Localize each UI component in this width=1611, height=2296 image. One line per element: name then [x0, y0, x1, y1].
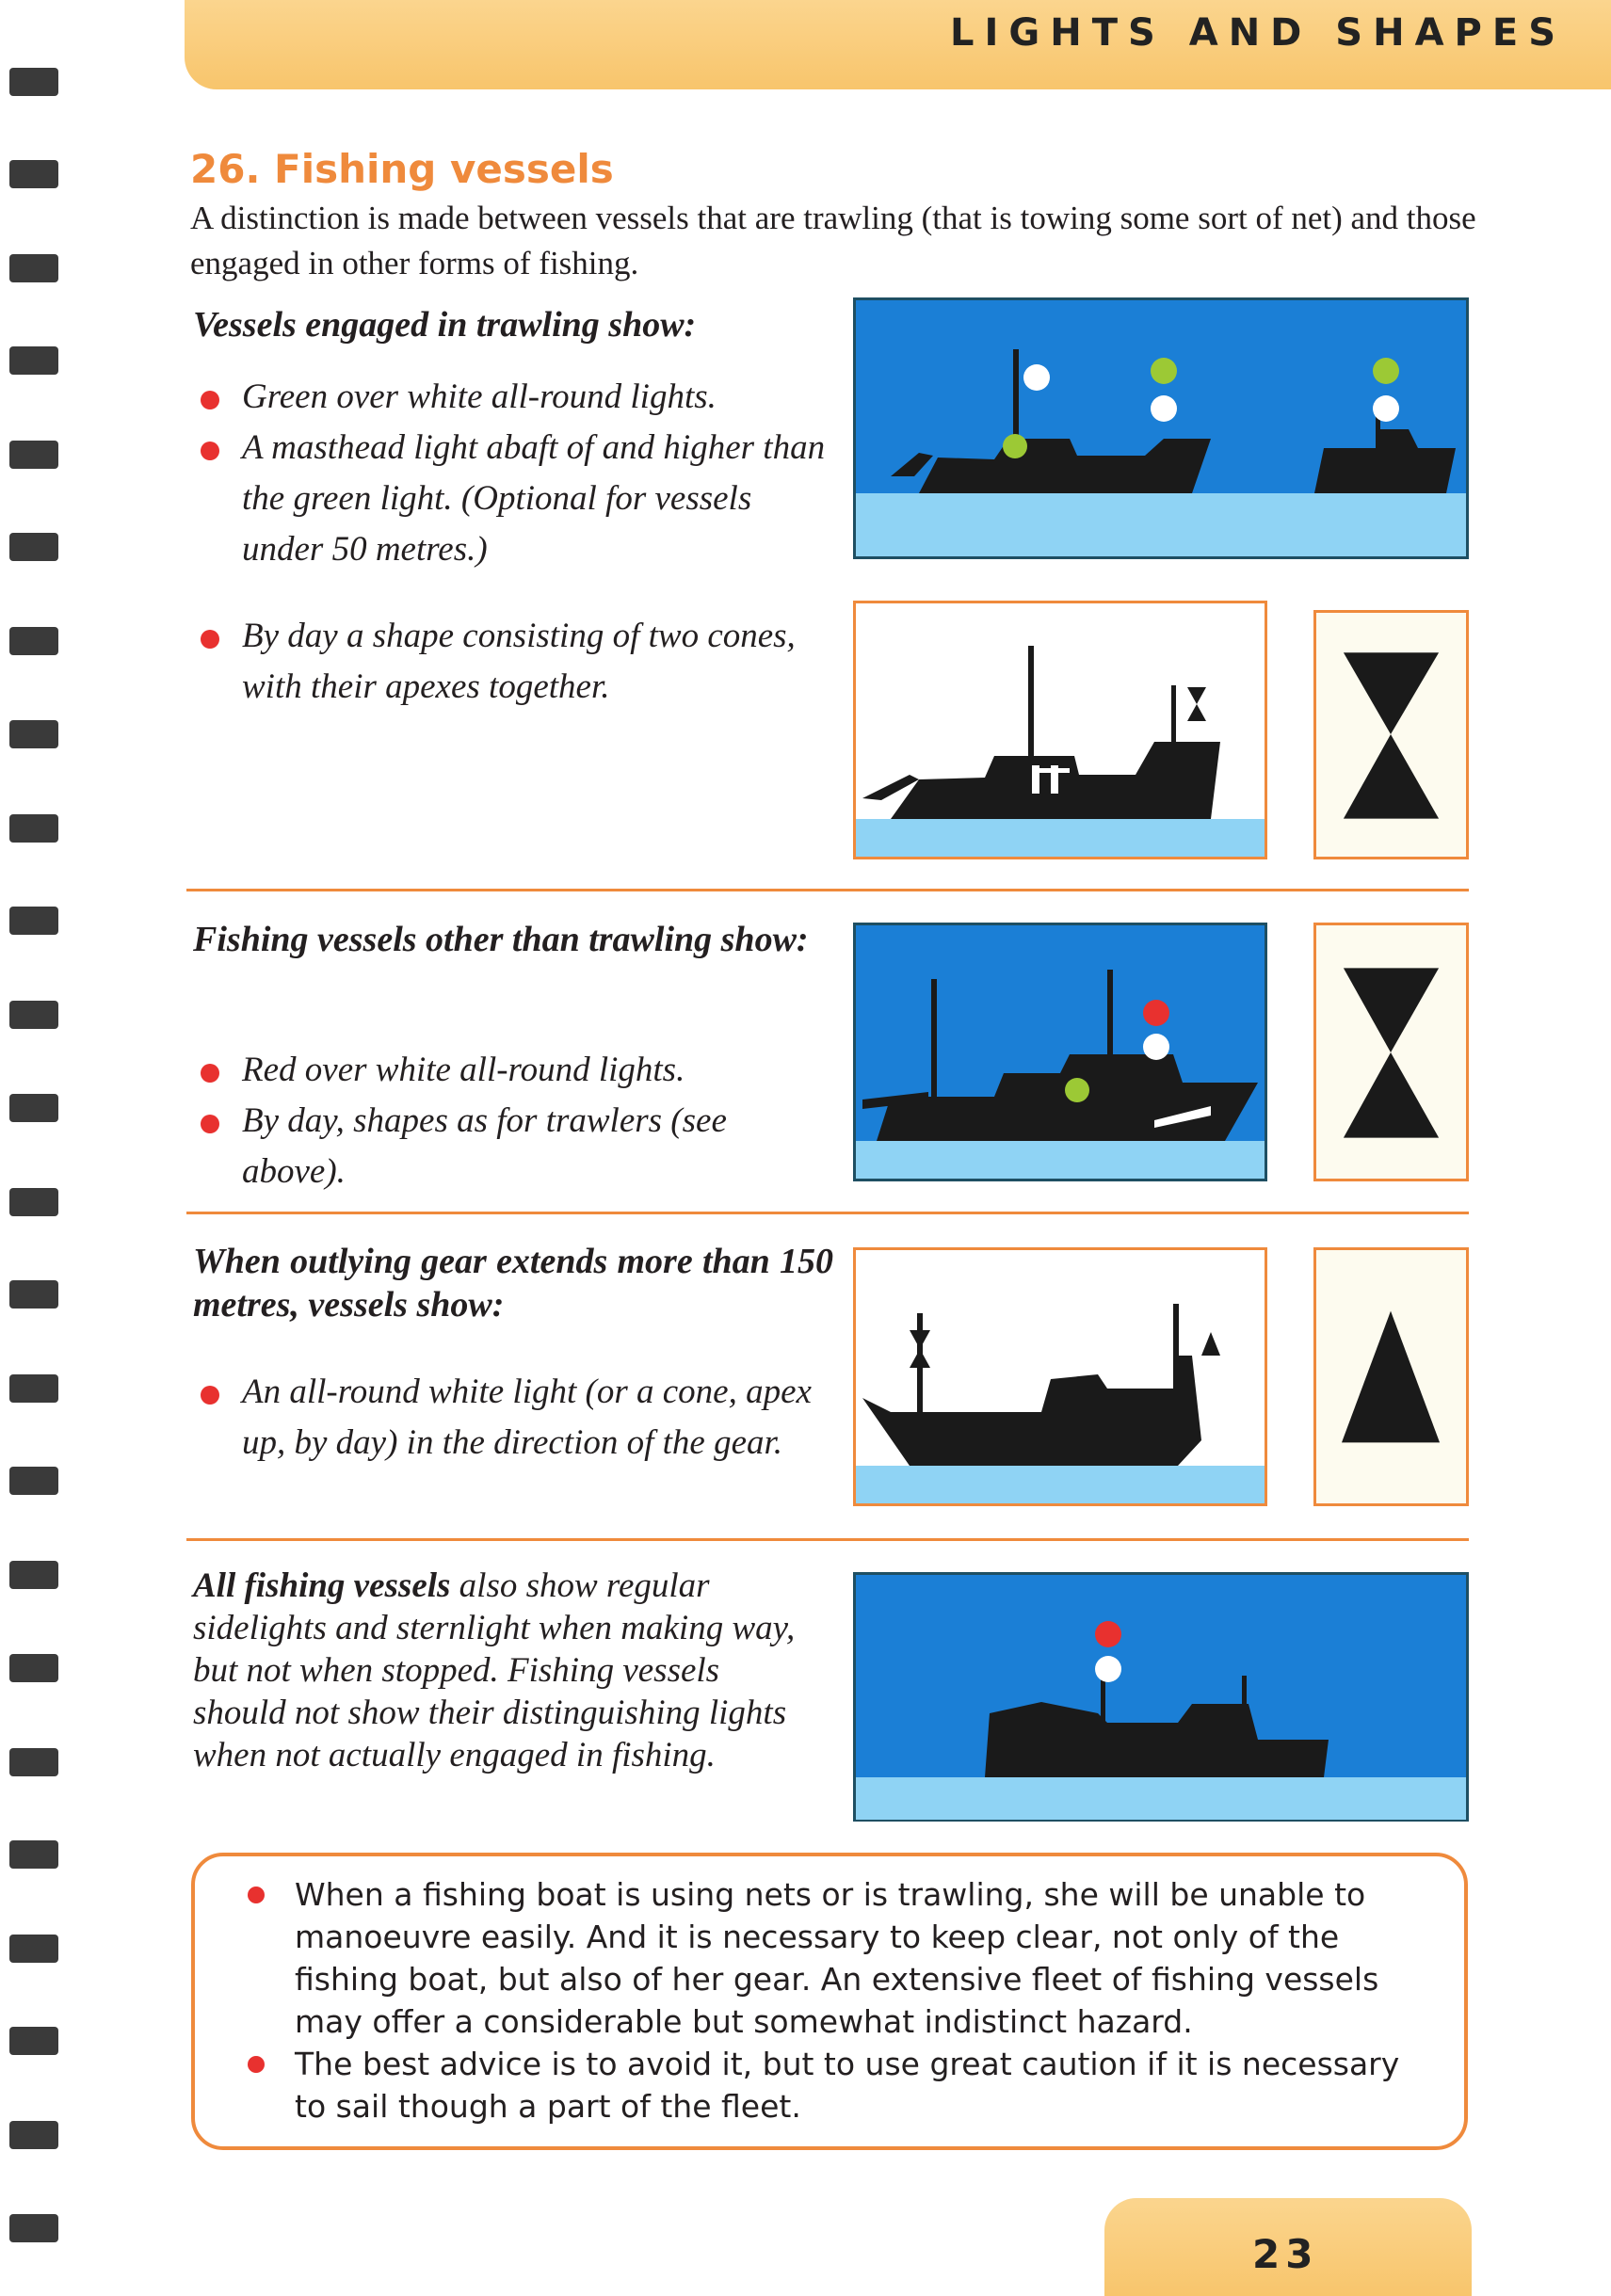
gear-heading: When outlying gear extends more than 150 metres, vessels show:	[193, 1242, 833, 1325]
list-item: Red over white all-round lights.	[193, 1045, 833, 1096]
section-intro: A distinction is made between vessels that are trawling (that is towing some sort of net) and those engaged in other forms of fishing.	[190, 200, 1476, 281]
trawling-heading: Vessels engaged in trawling show:	[193, 305, 697, 345]
list-item: By day a shape consisting of two cones, with their apexes together.	[193, 611, 833, 713]
other-heading: Fishing vessels other than trawling show:	[193, 920, 809, 959]
trawler-night-illustration	[853, 297, 1469, 559]
all-vessels-lead: All fishing vessels	[193, 1566, 451, 1605]
list-item: When a fishing boat is using nets or is trawling, she will be unable to manoeuvre easily. And it is necessary to keep clear, not only of the fishing boat, but also of her gear. An extensive fleet of fishing vessels may offer a considerable but somewhat indistinct hazard.	[248, 1873, 1434, 2043]
cone-apex-up-shape	[1313, 1247, 1469, 1506]
header-tab	[185, 0, 1611, 89]
all-vessels-text: also show regular sidelights and sternlight when making way, but not when stopped. Fishing vessels should not show their distinguishing lights when not actually engaged in fishing.	[193, 1566, 796, 1774]
trawling-bullets	[193, 372, 833, 713]
other-bullets	[193, 1045, 833, 1197]
section-title: 26. Fishing vessels	[190, 146, 614, 192]
section-divider	[186, 1212, 1469, 1214]
page-number: 23	[1252, 2231, 1319, 2277]
advice-note-box	[191, 1853, 1468, 2150]
section-divider	[186, 889, 1469, 891]
advice-list	[248, 1873, 1434, 2127]
gear-day-illustration	[853, 1247, 1267, 1506]
list-item: An all-round white light (or a cone, apex up, by day) in the direction of the gear.	[193, 1367, 814, 1469]
list-item: The best advice is to avoid it, but to use great caution if it is necessary to sail though a part of the fleet.	[248, 2043, 1434, 2127]
list-item: By day, shapes as for trawlers (see above).	[193, 1096, 833, 1197]
spiral-binding	[0, 0, 75, 2296]
list-item: Green over white all-round lights.	[193, 372, 833, 423]
fishing-night-illustration	[853, 923, 1267, 1181]
header-title: LIGHTS AND SHAPES	[950, 11, 1566, 55]
all-vessels-night-illustration	[853, 1572, 1469, 1822]
trawler-day-illustration	[853, 601, 1267, 859]
cones-apex-together-shape	[1313, 610, 1469, 859]
section-divider	[186, 1538, 1469, 1541]
all-vessels-paragraph	[193, 1565, 814, 1776]
gear-bullets	[193, 1367, 814, 1469]
list-item: A masthead light abaft of and higher than the green light. (Optional for vessels under 50 metres.)	[193, 423, 833, 575]
cones-apex-together-shape	[1313, 923, 1469, 1181]
